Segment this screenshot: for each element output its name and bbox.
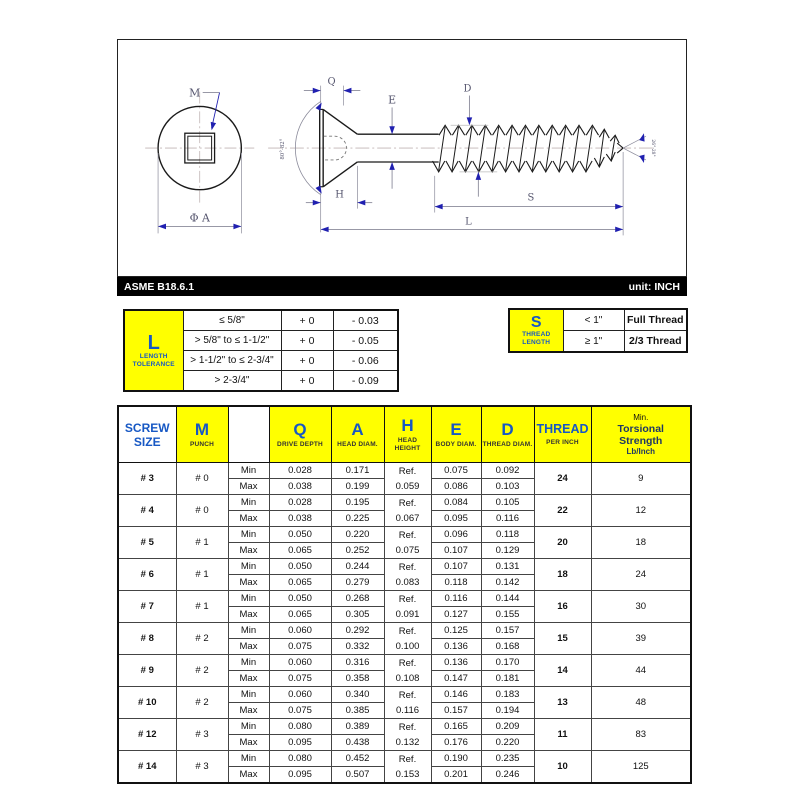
cell-d-min: 0.209 (481, 719, 534, 735)
cell-head-height (384, 623, 431, 655)
l-label-line1: LENGTH (139, 352, 168, 360)
cell-punch: # 1 (176, 527, 228, 559)
cell-torsional-strength: 48 (591, 687, 691, 719)
cell-q-max: 0.095 (269, 735, 331, 751)
cell-a-max: 0.332 (331, 639, 384, 655)
head-cone-top (323, 109, 357, 134)
cell-d-min: 0.235 (481, 751, 534, 767)
tolerance-range: > 1-1/2" to ≤ 2-3/4" (183, 351, 281, 371)
cell-q-max: 0.065 (269, 543, 331, 559)
cell-a-max: 0.305 (331, 607, 384, 623)
cell-d-max: 0.116 (481, 511, 534, 527)
cell-a-min: 0.452 (331, 751, 384, 767)
h-sub: HEAD HEIGHT (394, 437, 421, 452)
screw-size-line2: SIZE (133, 434, 161, 449)
thread-crest-top (546, 125, 558, 135)
tolerance-minus: - 0.06 (333, 351, 398, 371)
cell-h-max: 0.059 (395, 480, 420, 492)
tolerance-minus: - 0.03 (333, 310, 398, 331)
strength-line2: Strength (619, 434, 663, 447)
dim-arrowhead (313, 200, 321, 206)
cell-e-min: 0.136 (431, 655, 481, 671)
table-row (118, 591, 691, 607)
dim-arrowhead (313, 88, 321, 94)
s-value: 2/3 Thread (624, 331, 687, 353)
strength-min-label: Min. (633, 412, 649, 422)
cell-a-min: 0.292 (331, 623, 384, 639)
label-point-angle: 26°-28° (649, 139, 655, 157)
cell-q-min: 0.060 (269, 655, 331, 671)
dim-arrowhead (615, 204, 623, 210)
cell-a-max: 0.358 (331, 671, 384, 687)
col-header-torsional-strength (591, 406, 691, 463)
cell-thread-per-inch: 11 (534, 719, 591, 751)
cell-screw-size: # 7 (118, 591, 176, 623)
cell-punch: # 1 (176, 591, 228, 623)
cell-torsional-strength: 83 (591, 719, 691, 751)
cell-a-min: 0.195 (331, 495, 384, 511)
cell-h-ref: Ref. (398, 529, 417, 541)
tolerance-range: > 2-3/4" (183, 371, 281, 392)
cell-h-ref: Ref. (398, 625, 417, 637)
cell-a-min: 0.220 (331, 527, 384, 543)
cell-e-min: 0.075 (431, 463, 481, 479)
cell-thread-per-inch: 10 (534, 751, 591, 784)
cell-e-max: 0.086 (431, 479, 481, 495)
cell-torsional-strength: 9 (591, 463, 691, 495)
cell-head-height (384, 495, 431, 527)
col-header-thread-diam (481, 406, 534, 463)
screw-point (617, 148, 623, 153)
cell-max-label: Max (228, 767, 269, 784)
cell-e-min: 0.125 (431, 623, 481, 639)
cell-screw-size: # 12 (118, 719, 176, 751)
d-sub: THREAD DIAM. (482, 441, 533, 448)
screw-size-line1: SCREW (124, 420, 170, 435)
cell-h-max: 0.116 (395, 704, 420, 716)
col-header-minmax (228, 406, 269, 463)
cell-q-max: 0.075 (269, 703, 331, 719)
cell-thread-per-inch: 13 (534, 687, 591, 719)
punch-letter: M (194, 420, 210, 439)
tolerance-range: > 5/8" to ≤ 1-1/2" (183, 331, 281, 351)
cell-h-ref: Ref. (398, 593, 417, 605)
tolerance-plus: + 0 (281, 371, 333, 392)
cell-e-max: 0.118 (431, 575, 481, 591)
cell-a-min: 0.268 (331, 591, 384, 607)
thread-length-table (508, 308, 688, 353)
cell-d-min: 0.183 (481, 687, 534, 703)
cell-screw-size: # 9 (118, 655, 176, 687)
tolerance-plus: + 0 (281, 310, 333, 331)
thread-taper (606, 152, 615, 161)
cell-q-max: 0.038 (269, 479, 331, 495)
l-label-line2: TOLERANCE (132, 360, 175, 368)
cell-min-label: Min (228, 559, 269, 575)
table-row (118, 495, 691, 511)
cell-a-max: 0.438 (331, 735, 384, 751)
cell-d-max: 0.246 (481, 767, 534, 784)
cell-h-max: 0.100 (395, 640, 420, 652)
dim-arrowhead (476, 172, 482, 180)
cell-max-label: Max (228, 703, 269, 719)
cell-max-label: Max (228, 607, 269, 623)
strength-unit-label: Lb/Inch (626, 446, 655, 456)
punch-sub: PUNCH (189, 441, 215, 448)
s-value: Full Thread (624, 309, 687, 331)
s-label-line1: THREAD (522, 331, 551, 338)
cell-d-max: 0.129 (481, 543, 534, 559)
cell-h-ref: Ref. (398, 657, 417, 669)
tolerance-minus: - 0.05 (333, 331, 398, 351)
cell-q-max: 0.065 (269, 575, 331, 591)
cell-min-label: Min (228, 687, 269, 703)
tolerance-plus: + 0 (281, 351, 333, 371)
a-sub: HEAD DIAM. (337, 441, 378, 448)
cell-max-label: Max (228, 671, 269, 687)
cell-q-min: 0.050 (269, 559, 331, 575)
cell-d-min: 0.144 (481, 591, 534, 607)
cell-q-min: 0.050 (269, 591, 331, 607)
cell-max-label: Max (228, 543, 269, 559)
label-d: D (463, 83, 472, 95)
thread-sub: PER INCH (546, 439, 579, 446)
table-row (118, 655, 691, 671)
dim-arrowhead (389, 162, 395, 170)
cell-max-label: Max (228, 639, 269, 655)
l-header-cell (124, 310, 183, 391)
cell-punch: # 2 (176, 655, 228, 687)
cell-punch: # 3 (176, 719, 228, 751)
dim-arrowhead (209, 122, 216, 131)
cell-a-min: 0.244 (331, 559, 384, 575)
cell-q-max: 0.075 (269, 671, 331, 687)
drawing-frame (117, 39, 687, 277)
cell-e-max: 0.176 (431, 735, 481, 751)
cell-screw-size: # 3 (118, 463, 176, 495)
label-head-angle: 80°-82° (280, 138, 286, 160)
cell-e-min: 0.146 (431, 687, 481, 703)
cell-max-label: Max (228, 735, 269, 751)
table-row (118, 751, 691, 767)
cell-q-min: 0.060 (269, 687, 331, 703)
dim-arrowhead (639, 155, 646, 164)
cell-h-ref: Ref. (398, 497, 417, 509)
length-tolerance-table (123, 309, 399, 392)
dim-arrowhead (233, 224, 241, 230)
cell-d-max: 0.142 (481, 575, 534, 591)
screw-point (617, 143, 623, 148)
unit-label: unit: INCH (628, 280, 680, 293)
cell-a-max: 0.199 (331, 479, 384, 495)
cell-a-max: 0.252 (331, 543, 384, 559)
e-sub: BODY DIAM. (435, 441, 477, 448)
cell-min-label: Min (228, 591, 269, 607)
table-row (118, 559, 691, 575)
cell-e-max: 0.201 (431, 767, 481, 784)
a-letter: A (351, 420, 364, 439)
cell-punch: # 2 (176, 623, 228, 655)
cell-e-max: 0.147 (431, 671, 481, 687)
cell-q-max: 0.065 (269, 607, 331, 623)
cell-thread-per-inch: 24 (534, 463, 591, 495)
label-h: H (335, 189, 344, 201)
cell-a-max: 0.225 (331, 511, 384, 527)
cell-q-min: 0.028 (269, 495, 331, 511)
col-header-drive-depth (269, 406, 331, 463)
cell-min-label: Min (228, 463, 269, 479)
label-q: Q (327, 76, 336, 88)
cell-head-height (384, 591, 431, 623)
s-label-line2: LENGTH (522, 339, 551, 346)
cell-e-min: 0.116 (431, 591, 481, 607)
cell-h-max: 0.108 (395, 672, 420, 684)
cell-e-min: 0.107 (431, 559, 481, 575)
dim-arrowhead (639, 132, 646, 141)
cell-d-min: 0.131 (481, 559, 534, 575)
cell-head-height (384, 559, 431, 591)
cell-screw-size: # 5 (118, 527, 176, 559)
cell-q-max: 0.095 (269, 767, 331, 784)
cell-d-max: 0.168 (481, 639, 534, 655)
label-m: M (189, 86, 201, 100)
table-row (118, 719, 691, 735)
cell-d-max: 0.194 (481, 703, 534, 719)
cell-head-height (384, 655, 431, 687)
cell-screw-size: # 8 (118, 623, 176, 655)
cell-e-min: 0.096 (431, 527, 481, 543)
cell-punch: # 0 (176, 495, 228, 527)
cell-d-max: 0.155 (481, 607, 534, 623)
cell-e-min: 0.190 (431, 751, 481, 767)
dim-arrowhead (158, 224, 166, 230)
cell-e-max: 0.127 (431, 607, 481, 623)
cell-torsional-strength: 44 (591, 655, 691, 687)
header-row (118, 406, 691, 463)
label-phi-a: Φ A (189, 211, 210, 225)
cell-e-max: 0.095 (431, 511, 481, 527)
d-letter: D (501, 420, 514, 439)
cell-h-ref: Ref. (398, 465, 417, 477)
cell-e-max: 0.136 (431, 639, 481, 655)
cell-thread-per-inch: 22 (534, 495, 591, 527)
cell-torsional-strength: 12 (591, 495, 691, 527)
dim-arrowhead (389, 126, 395, 134)
cell-q-min: 0.060 (269, 623, 331, 639)
q-letter: Q (293, 420, 307, 439)
dim-arrowhead (343, 88, 351, 94)
cell-head-height (384, 463, 431, 495)
cell-torsional-strength: 24 (591, 559, 691, 591)
cell-min-label: Min (228, 623, 269, 639)
tolerance-plus: + 0 (281, 331, 333, 351)
cell-d-max: 0.220 (481, 735, 534, 751)
standard-bar (117, 277, 687, 296)
cell-h-ref: Ref. (398, 753, 417, 765)
screw-technical-drawing (118, 40, 686, 276)
l-letter: L (147, 331, 160, 354)
cell-d-max: 0.103 (481, 479, 534, 495)
strength-line1: Torsional (617, 422, 664, 435)
cell-q-min: 0.080 (269, 751, 331, 767)
cell-punch: # 2 (176, 687, 228, 719)
table-row (118, 527, 691, 543)
dim-arrowhead (321, 227, 329, 233)
cell-torsional-strength: 39 (591, 623, 691, 655)
cell-d-min: 0.170 (481, 655, 534, 671)
cell-e-max: 0.157 (431, 703, 481, 719)
s-range: < 1" (563, 309, 624, 331)
cell-h-max: 0.075 (395, 544, 420, 556)
head-cone-bottom (323, 162, 357, 187)
tolerance-row (124, 310, 398, 331)
cell-h-max: 0.132 (395, 736, 420, 748)
screw-dimension-table (117, 405, 692, 784)
cell-d-min: 0.105 (481, 495, 534, 511)
cell-h-ref: Ref. (398, 721, 417, 733)
cell-a-min: 0.316 (331, 655, 384, 671)
cell-thread-per-inch: 14 (534, 655, 591, 687)
cell-head-height (384, 751, 431, 784)
dim-arrowhead (357, 200, 365, 206)
cell-thread-per-inch: 20 (534, 527, 591, 559)
cell-e-max: 0.107 (431, 543, 481, 559)
col-header-head-height (384, 406, 431, 463)
cell-a-min: 0.171 (331, 463, 384, 479)
cell-q-min: 0.028 (269, 463, 331, 479)
q-sub: DRIVE DEPTH (277, 441, 323, 448)
cell-min-label: Min (228, 751, 269, 767)
cell-screw-size: # 14 (118, 751, 176, 784)
cell-d-min: 0.157 (481, 623, 534, 639)
h-letter: H (401, 416, 414, 435)
cell-max-label: Max (228, 511, 269, 527)
thread-crest-top (559, 125, 571, 135)
s-range: ≥ 1" (563, 331, 624, 353)
col-header-thread-per-inch (534, 406, 591, 463)
table-row (118, 623, 691, 639)
cell-screw-size: # 10 (118, 687, 176, 719)
col-header-punch (176, 406, 228, 463)
cell-thread-per-inch: 15 (534, 623, 591, 655)
thread-crest-top (506, 125, 518, 135)
cell-a-max: 0.279 (331, 575, 384, 591)
tolerance-minus: - 0.09 (333, 371, 398, 392)
cell-h-max: 0.153 (395, 768, 420, 780)
cell-punch: # 3 (176, 751, 228, 784)
cell-h-max: 0.083 (395, 576, 420, 588)
cell-q-min: 0.080 (269, 719, 331, 735)
cell-min-label: Min (228, 495, 269, 511)
cell-h-ref: Ref. (398, 689, 417, 701)
cell-min-label: Min (228, 527, 269, 543)
cell-head-height (384, 527, 431, 559)
dim-arrowhead (467, 117, 473, 125)
thread-length-row (509, 309, 687, 331)
cell-torsional-strength: 30 (591, 591, 691, 623)
cell-h-ref: Ref. (398, 561, 417, 573)
cell-thread-per-inch: 18 (534, 559, 591, 591)
table-row (118, 463, 691, 479)
cell-h-max: 0.091 (395, 608, 420, 620)
cell-e-min: 0.165 (431, 719, 481, 735)
s-header-cell (509, 309, 563, 352)
standard-name: ASME B18.6.1 (124, 280, 195, 293)
cell-d-min: 0.092 (481, 463, 534, 479)
cell-a-min: 0.340 (331, 687, 384, 703)
cell-a-min: 0.389 (331, 719, 384, 735)
label-s: S (527, 192, 535, 204)
e-letter: E (450, 420, 462, 439)
thread-letter: THREAD (536, 422, 589, 436)
cell-max-label: Max (228, 575, 269, 591)
cell-torsional-strength: 125 (591, 751, 691, 784)
cell-max-label: Max (228, 479, 269, 495)
cell-a-max: 0.385 (331, 703, 384, 719)
cell-q-max: 0.038 (269, 511, 331, 527)
cell-screw-size: # 4 (118, 495, 176, 527)
label-e: E (388, 93, 397, 107)
cell-a-max: 0.507 (331, 767, 384, 784)
cell-q-min: 0.050 (269, 527, 331, 543)
label-l: L (465, 216, 472, 228)
cell-torsional-strength: 18 (591, 527, 691, 559)
table-row (118, 687, 691, 703)
cell-d-min: 0.118 (481, 527, 534, 543)
cell-min-label: Min (228, 719, 269, 735)
dim-arrowhead (435, 204, 443, 210)
cell-h-max: 0.067 (395, 512, 420, 524)
col-header-head-diam (331, 406, 384, 463)
cell-punch: # 0 (176, 463, 228, 495)
cell-screw-size: # 6 (118, 559, 176, 591)
cell-head-height (384, 719, 431, 751)
cell-thread-per-inch: 16 (534, 591, 591, 623)
cell-d-max: 0.181 (481, 671, 534, 687)
cell-e-min: 0.084 (431, 495, 481, 511)
cell-min-label: Min (228, 655, 269, 671)
col-header-body-diam (431, 406, 481, 463)
cell-head-height (384, 687, 431, 719)
cell-punch: # 1 (176, 559, 228, 591)
col-header-screw-size (118, 406, 176, 463)
cell-q-max: 0.075 (269, 639, 331, 655)
tolerance-range: ≤ 5/8" (183, 310, 281, 331)
dim-arrowhead (615, 227, 623, 233)
s-letter: S (530, 314, 542, 331)
